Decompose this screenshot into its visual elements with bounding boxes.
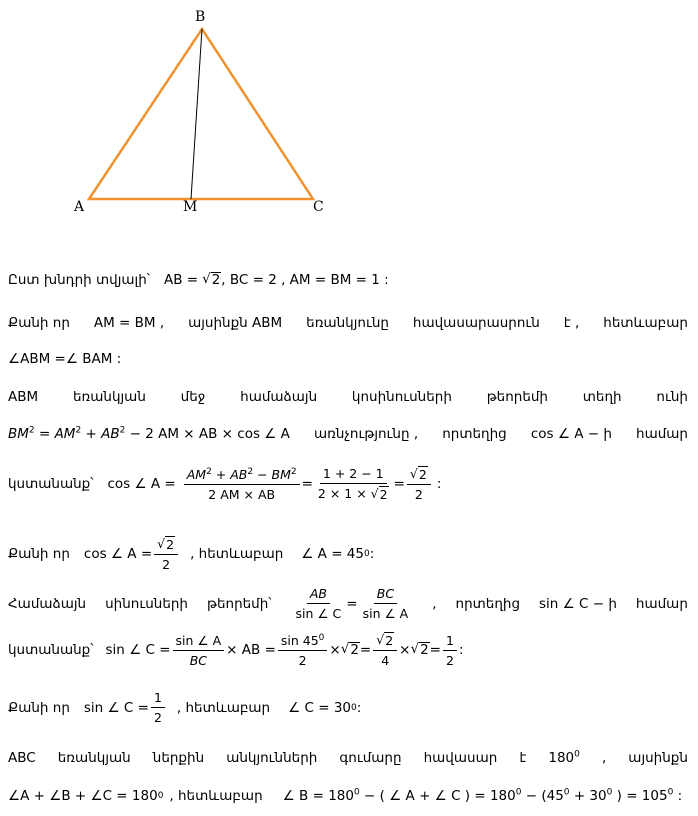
value-180: $180^0$: [548, 749, 580, 766]
sin-c-label: sin ∠ C =: [105, 642, 171, 658]
solution-line-11: ABC եռանկյան ներքին անկյունների գումարը հավասար է $180^0$ , այսինքն: [8, 749, 688, 766]
word: Քանի որ: [8, 315, 70, 331]
word: թեորեմի: [486, 389, 548, 405]
word: համաձայն: [240, 389, 318, 405]
word: անկյունների: [226, 750, 318, 766]
cos-a-label: cos ∠ A =: [83, 546, 153, 562]
word: Քանի որ: [8, 546, 70, 562]
word: ներքին: [152, 750, 205, 766]
vertex-label-c: C: [313, 199, 324, 215]
fraction-sqrt2-over-4: √ 2 4: [373, 632, 397, 668]
solution-line-6: կստանանք՝ cos ∠ A = $\frac{AM^2 + AB^2 - BM^2}{2 AM \times AB}$ = 1 + 2 − 1 2 × 1 × √ 2 = √ 2 2 :: [8, 466, 442, 502]
vertex-label-a: A: [74, 199, 85, 215]
word: cos ∠ A − ի: [530, 426, 612, 442]
word: սինուսների: [105, 595, 188, 612]
angle-c-result: ∠ C = 30: [288, 699, 352, 716]
word: է ,: [563, 315, 580, 331]
word: գումարը: [339, 750, 402, 766]
angle-equality: ∠ABM =∠ BAM :: [8, 351, 122, 367]
word: որտեղից: [455, 595, 521, 612]
fraction-cosine-law: $\frac{AM^2 + AB^2 - BM^2}{2 AM \times AB}$: [184, 467, 300, 502]
word: AM = BM ,: [93, 315, 165, 331]
text-given: Ըստ խնդրի տվյալի՝: [8, 272, 150, 288]
solution-line-1: [8, 272, 688, 288]
word: առնչությունը ,: [314, 426, 419, 442]
word: կստանանք՝: [8, 476, 94, 492]
sine-law-formula: $\frac{AB}{\sin \angle C}$ = $\frac{BC}{\sin \angle A}$: [295, 586, 409, 621]
solution-line-12: ∠A + ∠B + ∠C = 180 0 , հետևաբար ∠ $B = 180^0$ − ( ∠ A + ∠ C ) = $180^0 - (45^0 + 30^0$ ) = $105^0$ :: [8, 787, 683, 804]
sqrt-2: √ 2: [202, 271, 221, 288]
word: է: [519, 750, 527, 766]
fraction-substituted: 1 + 2 − 1 2 × 1 × √ 2: [317, 466, 388, 502]
word: մեջ: [180, 389, 206, 405]
word: համար: [636, 426, 688, 442]
word: Համաձայն: [8, 595, 87, 612]
text-given-rest: , BC = 2 , AM = BM = 1 :: [221, 272, 389, 288]
vertex-label-b: B: [195, 9, 206, 25]
word: թեորեմի՝: [206, 595, 272, 612]
word: , հետևաբար: [176, 699, 271, 716]
word: այսինքն ABM: [188, 315, 283, 331]
word: ABC: [8, 750, 36, 766]
solution-line-8: Համաձայն սինուսների թեորեմի՝ $\frac{AB}{\sin \angle C}$ = $\frac{BC}{\sin \angle A}$ , որտեղից sin ∠ C − ի համար: [8, 586, 688, 621]
fraction-result: √ 2 2: [407, 466, 431, 502]
word: ABM: [8, 389, 39, 405]
word: տեղի: [582, 389, 622, 405]
word: , հետևաբար: [169, 788, 263, 804]
word: կոսինուսների: [351, 389, 452, 405]
solution-line-9: կստանանք՝ sin ∠ C = $\frac{\sin \angle A}{BC}$ × AB = $\frac{\sin 45^0}{2}$ × √ 2 = √ 2 4 × √ 2 = $\frac{1}{2}$ :: [8, 632, 464, 668]
solution-line-2: [8, 315, 688, 331]
word: եռանկյան: [57, 750, 131, 766]
triangle-abc: [89, 29, 313, 199]
cos-a-label: cos ∠ A =: [107, 476, 176, 492]
text-ab-eq: AB =: [163, 272, 199, 288]
word: ունի: [656, 389, 688, 405]
fraction-one-half: $\frac{1}{2}$: [151, 690, 165, 725]
fraction-sin45-over-2: $\frac{\sin 45^0}{2}$: [278, 633, 328, 668]
fraction-sqrt2-over-2: √ 2 2: [154, 536, 178, 572]
angle-a-result: ∠ A = 45: [301, 546, 364, 562]
word: Քանի որ: [8, 699, 70, 716]
word: հավասար: [423, 750, 498, 766]
word: որտեղից: [442, 426, 507, 442]
triangle-diagram: [0, 0, 698, 230]
angle-b-computation: ∠ $B = 180^0$ − ( ∠ A + ∠ C ) = $180^0 - (45^0 + 30^0$ ) = $105^0$ :: [282, 787, 683, 804]
word: համար: [635, 595, 688, 612]
fraction-one-half: $\frac{1}{2}$: [443, 633, 457, 668]
solution-line-5: [8, 426, 688, 442]
sin-c-label: sin ∠ C =: [83, 699, 149, 716]
fraction-sin-a-over-bc: $\frac{\sin \angle A}{BC}$: [173, 633, 225, 668]
word: կստանանք՝: [8, 642, 94, 658]
word: , հետևաբար: [190, 546, 284, 562]
word: այսինքն: [628, 750, 688, 766]
median-bm: [191, 29, 202, 199]
angle-sum: ∠A + ∠B + ∠C = 180: [8, 788, 158, 804]
vertex-label-m: M: [183, 199, 198, 215]
word: հավասարասրուն: [412, 315, 540, 331]
word: հետևաբար: [603, 315, 688, 331]
triangle-figure: [0, 0, 698, 230]
word: եռանկյունը: [306, 315, 389, 331]
solution-line-4: [8, 389, 688, 405]
solution-line-7: Քանի որ cos ∠ A = √ 2 2 , հետևաբար ∠ A = 45 0 :: [8, 536, 375, 572]
cosine-law-formula: $BM^2 = AM^2 + AB^2 - 2$ AM × AB × cos ∠ A: [8, 425, 290, 442]
word: եռանկյան: [72, 389, 146, 405]
word: sin ∠ C − ի: [539, 595, 617, 612]
solution-line-10: Քանի որ sin ∠ C = $\frac{1}{2}$ , հետևաբար ∠ C = 30 0 :: [8, 690, 362, 725]
solution-line-3: [8, 351, 688, 367]
